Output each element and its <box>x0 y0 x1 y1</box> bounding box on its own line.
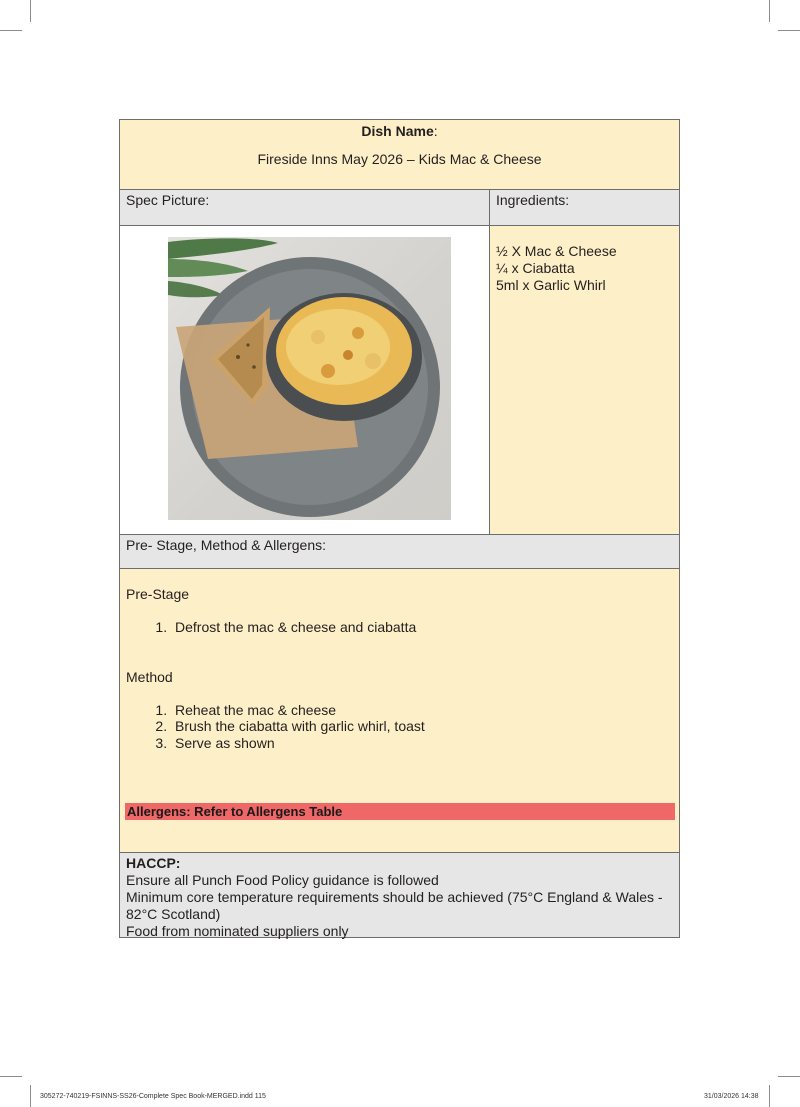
pre-stage-steps <box>126 619 673 636</box>
spec-picture-header: Spec Picture: <box>120 190 490 225</box>
crop-mark <box>30 1085 31 1107</box>
crop-mark <box>778 1076 800 1077</box>
dish-name: Fireside Inns May 2026 – Kids Mac & Cheese <box>257 151 542 167</box>
crop-mark <box>769 0 770 22</box>
haccp-title: HACCP: <box>126 855 181 871</box>
method-steps <box>126 702 673 752</box>
picture-ingredients-row <box>120 226 679 535</box>
spec-sheet <box>119 119 680 938</box>
pre-stage-step: 1. Defrost the mac & cheese and ciabatta <box>171 619 673 636</box>
mac-and-cheese-illustration <box>168 237 451 520</box>
allergens-banner: Allergens: Refer to Allergens Table <box>125 803 675 820</box>
crop-mark <box>769 1085 770 1107</box>
spec-picture-cell <box>120 226 490 534</box>
crop-mark <box>0 30 22 31</box>
haccp-line: Ensure all Punch Food Policy guidance is followed <box>126 872 439 888</box>
mac-and-cheese-photo <box>168 237 451 520</box>
dish-name-label-text: Dish Name <box>361 123 434 139</box>
ingredients-header: Ingredients: <box>496 192 570 208</box>
crop-mark <box>30 0 31 22</box>
dish-title-row <box>120 120 679 190</box>
haccp-section <box>120 853 679 937</box>
haccp-line: Minimum core temperature requirements should be achieved (75°C England & Wales - 82°C Scotland) <box>126 889 663 922</box>
footer-timestamp: 31/03/2026 14:38 <box>704 1093 759 1100</box>
picture-ingredients-header <box>120 190 679 226</box>
dish-name-label <box>120 120 679 139</box>
haccp-line: Food from nominated suppliers only <box>126 923 349 939</box>
footer-file-info: 305272-740219-FSINNS-SS26-Complete Spec Book-MERGED.indd 115 <box>40 1093 266 1100</box>
ingredient-item: 5ml x Garlic Whirl <box>496 277 606 293</box>
method-step: 1. Reheat the mac & cheese <box>171 702 673 719</box>
method-step: 2. Brush the ciabatta with garlic whirl, toast <box>171 718 673 735</box>
ingredients-cell <box>490 226 679 534</box>
ingredient-item: ¼ x Ciabatta <box>496 260 575 276</box>
method-title: Method <box>126 668 173 685</box>
method-section-header: Pre- Stage, Method & Allergens: <box>120 535 679 569</box>
method-section <box>120 569 679 853</box>
ingredient-item: ½ X Mac & Cheese <box>496 243 617 259</box>
crop-mark <box>778 30 800 31</box>
dish-name-colon: : <box>433 123 438 139</box>
ingredients-list <box>490 226 679 294</box>
method-step: 3. Serve as shown <box>171 735 673 752</box>
crop-mark <box>0 1076 22 1077</box>
pre-stage-title: Pre-Stage <box>126 586 190 602</box>
